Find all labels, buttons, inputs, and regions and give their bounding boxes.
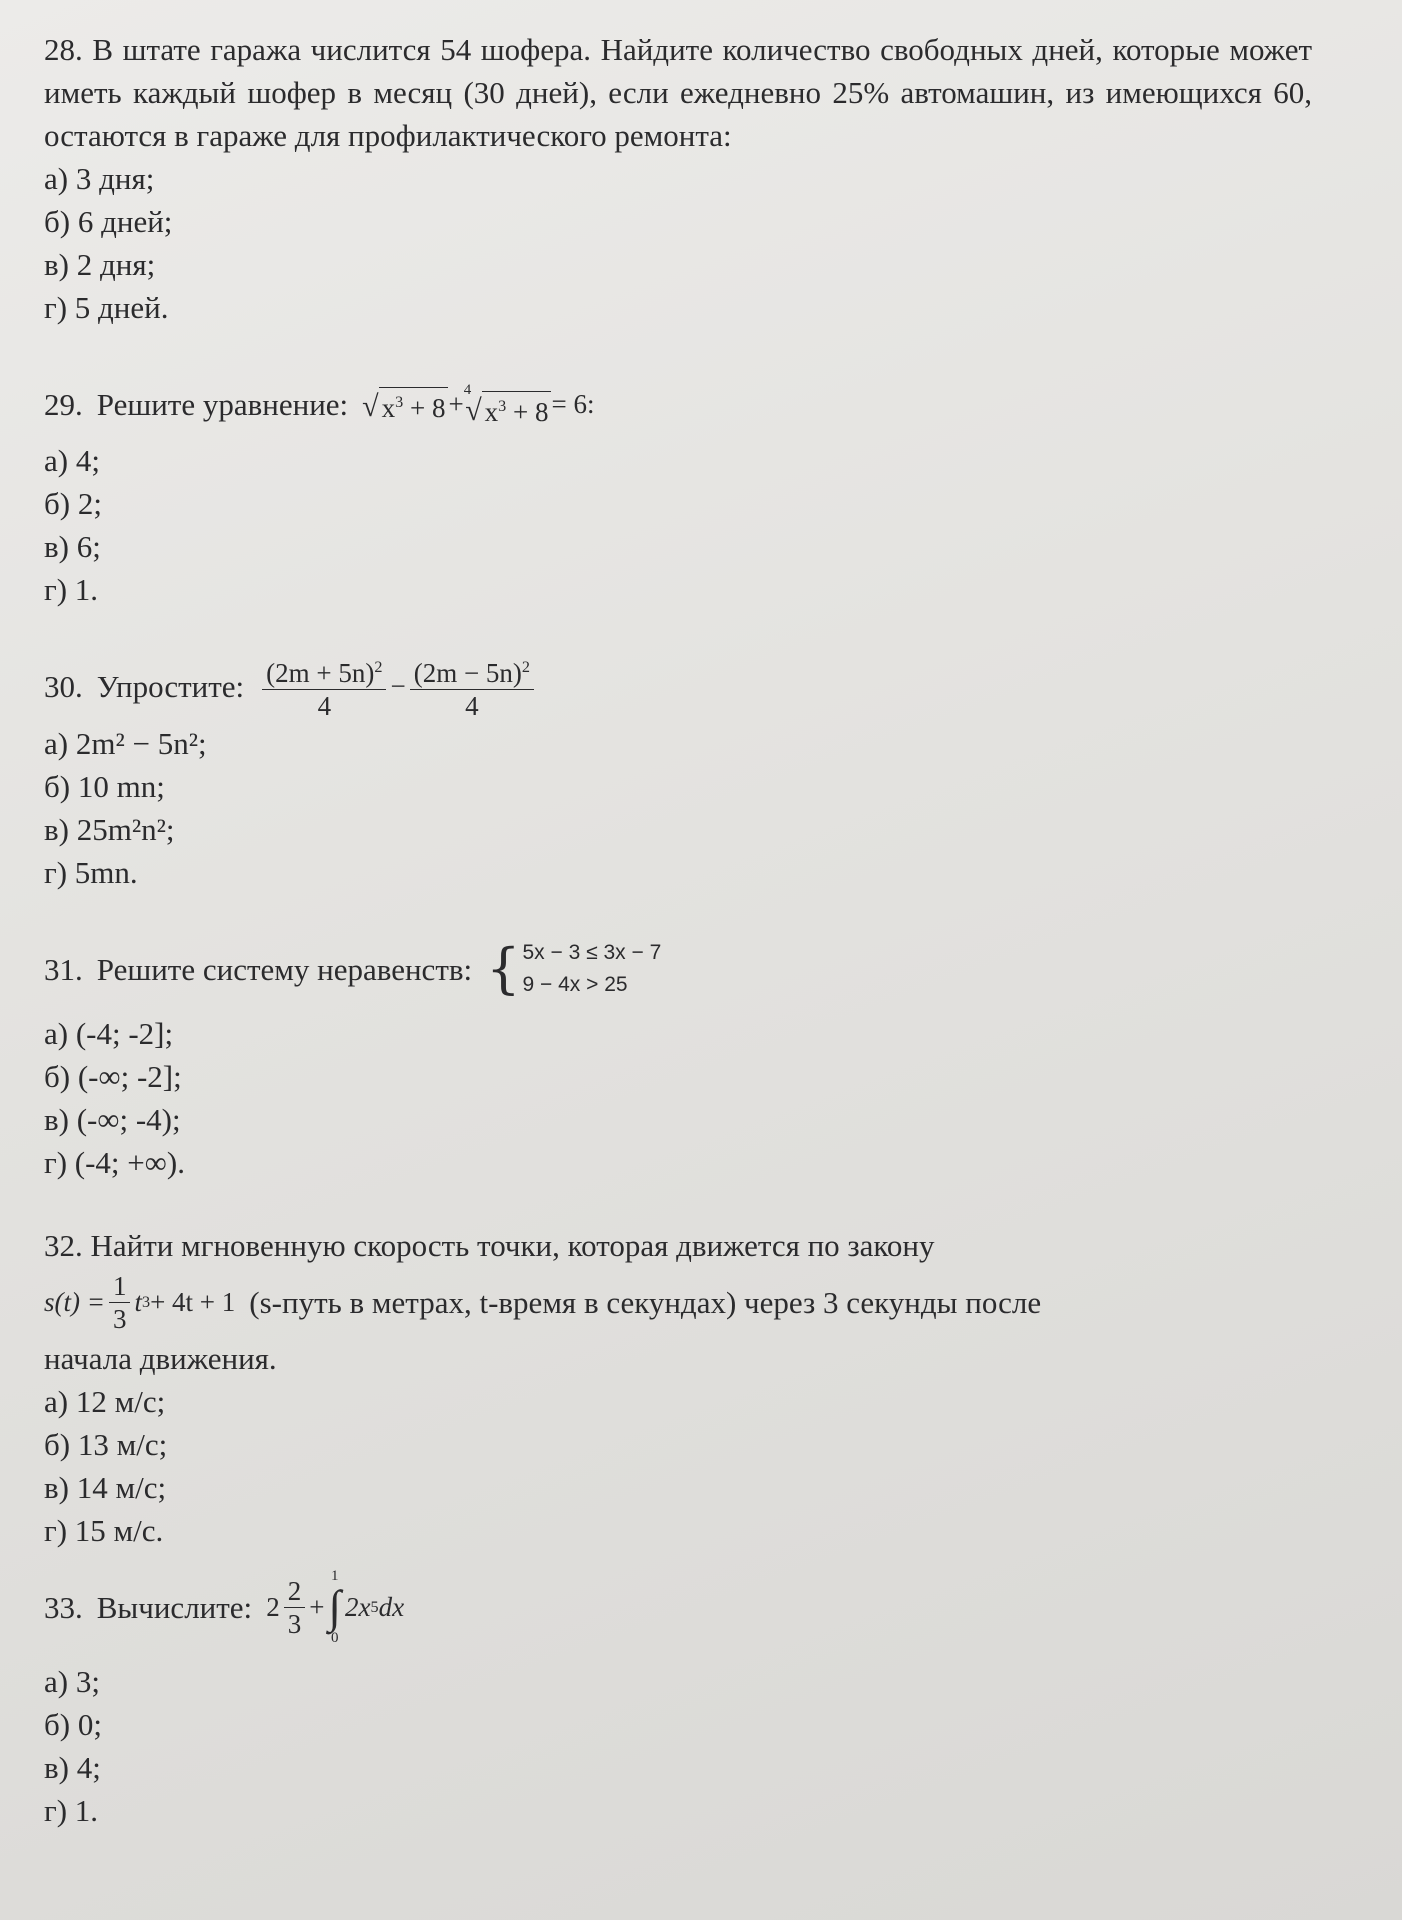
square-root: √ $x^3 + 8$ <box>362 387 448 422</box>
option-b: б) 0; <box>44 1707 102 1742</box>
option-g: г) (-4; +∞). <box>44 1145 185 1180</box>
question-number: 32. <box>44 1228 83 1263</box>
question-text: 32. Найти мгновенную скорость точки, которая движется по закону <box>44 1228 935 1263</box>
question-text-end: начала движения. <box>44 1341 277 1376</box>
motion-law: s(t) = $\frac{1}{3}$ t 3 + 4t + 1 <box>44 1270 236 1334</box>
option-b: б) 2; <box>44 486 102 521</box>
question-stem <box>44 934 1312 1004</box>
option-g: г) 15 м/с. <box>44 1513 164 1548</box>
question-text: Решите уравнение: <box>96 386 349 422</box>
option-a: а) (-4; -2]; <box>44 1016 174 1051</box>
option-a: а) 12 м/с; <box>44 1384 166 1419</box>
question-text: 28. В штате гаража числится 54 шофера. Найдите количество свободных дней, которые может иметь каждый шофер в месяц (30 дней), если ежедневно 25% автомашин, из имеющихся 60, остаются в гараже для профилактического ремонта: <box>44 32 1312 153</box>
option-v: в) 6; <box>44 529 101 564</box>
question-29 <box>44 369 1312 611</box>
question-stem <box>44 1568 1312 1646</box>
question-31 <box>44 934 1312 1184</box>
question-32 <box>44 1224 1312 1552</box>
inequality-1: 5x − 3 ≤ 3x − 7 <box>522 941 662 964</box>
inequality-2: 9 − 4x > 25 <box>522 973 628 996</box>
question-number: 33. <box>44 1589 83 1625</box>
option-b: б) 6 дней; <box>44 204 173 239</box>
option-a: а) 3; <box>44 1664 100 1699</box>
question-30 <box>44 651 1312 894</box>
question-number: 30. <box>44 669 83 704</box>
option-b: б) 13 м/с; <box>44 1427 168 1462</box>
option-g: г) 5mn. <box>44 855 138 890</box>
question-number: 31. <box>44 951 83 987</box>
option-a: а) 2m² − 5n²; <box>44 726 207 761</box>
question-33 <box>44 1568 1312 1832</box>
question-number: 28. <box>44 32 83 67</box>
fourth-root: 4 √ $x^3 + 8$ <box>464 383 552 426</box>
integral-sign: 1 ∫ 0 <box>328 1568 342 1646</box>
question-text-continuation: (s-путь в метрах, t-время в секундах) через 3 секунды после <box>249 1284 1042 1320</box>
question-text: Вычислите: <box>96 1589 253 1625</box>
equation: √ $x^3 + 8$ + 4 √ $x^3 + 8$ = 6 : <box>362 381 595 427</box>
question-text: Решите систему неравенств: <box>96 951 473 987</box>
question-text: Упростите: <box>96 669 245 704</box>
expression: $\frac{(2m + 5n)^2}{4}$ − $\frac{(2m - 5n)^2}{4}$ <box>258 651 538 722</box>
fraction-2: $\frac{(2m - 5n)^2}{4}$ <box>410 651 534 722</box>
fraction-1: $\frac{(2m + 5n)^2}{4}$ <box>262 651 386 722</box>
option-a: а) 4; <box>44 443 100 478</box>
option-v: в) 4; <box>44 1750 101 1785</box>
question-28 <box>44 28 1312 329</box>
option-b: б) 10 mn; <box>44 769 165 804</box>
option-b: б) (-∞; -2]; <box>44 1059 182 1094</box>
question-stem <box>44 369 1312 439</box>
question-stem <box>44 651 1312 722</box>
option-v: в) (-∞; -4); <box>44 1102 181 1137</box>
option-v: в) 2 дня; <box>44 247 156 282</box>
option-v: в) 25m²n²; <box>44 812 175 847</box>
option-g: г) 1. <box>44 1793 99 1828</box>
option-g: г) 1. <box>44 572 99 607</box>
motion-law-row <box>44 1267 1312 1337</box>
option-v: в) 14 м/с; <box>44 1470 167 1505</box>
inequality-system: { 5x − 3 ≤ 3x − 7 9 − 4x > 25 <box>486 937 662 1000</box>
question-number: 29. <box>44 386 83 422</box>
option-g: г) 5 дней. <box>44 290 169 325</box>
option-a: а) 3 дня; <box>44 161 155 196</box>
integral-expression: 2 $\frac{2}{3}$ + 1 ∫ 0 2x 5 dx <box>266 1568 405 1646</box>
